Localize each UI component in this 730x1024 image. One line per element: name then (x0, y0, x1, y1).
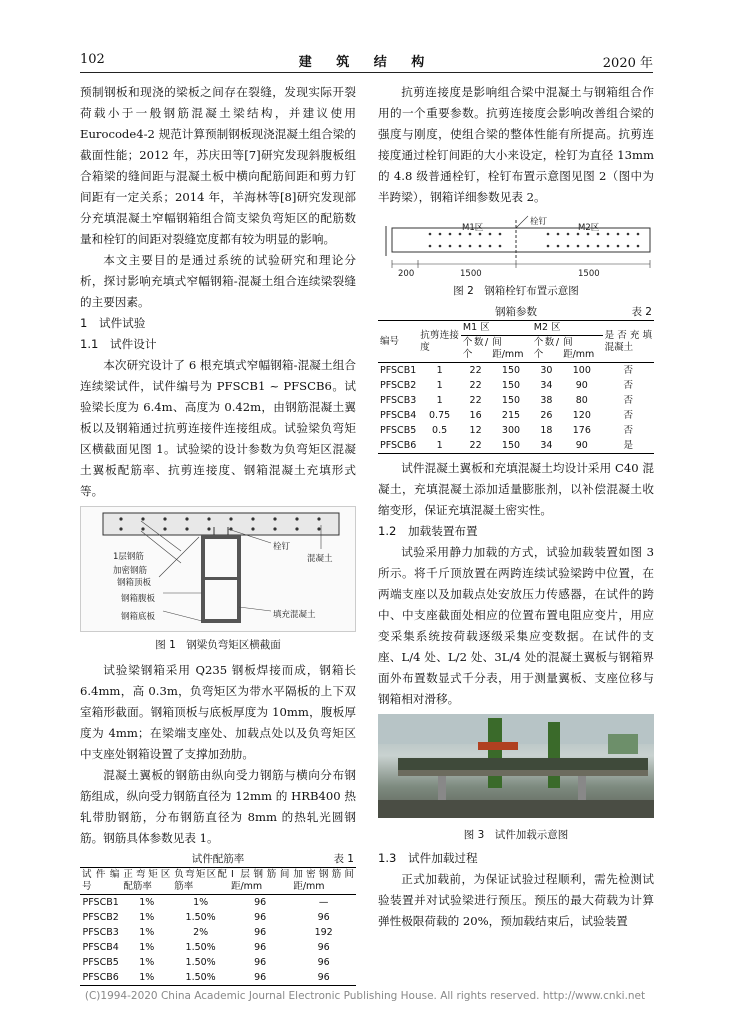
table-header-cell: M1 区 (461, 321, 532, 336)
table-1-number: 表 1 (333, 853, 354, 865)
table-header-cell: 编号 (378, 321, 418, 363)
copyright-footer: (C)1994-2020 China Academic Journal Electronic Publishing House. All rights reserved. http://www.cnki.net (84, 990, 646, 1002)
fig1-label-dense-rebar: 加密钢筋 (113, 566, 148, 576)
table-cell: 1.50% (185, 941, 216, 953)
table-cell: 100 (572, 364, 591, 376)
table-cell: PFSCB5 (380, 424, 417, 436)
section-1-1-heading: 1.1 试件设计 (80, 337, 157, 351)
table-row (378, 378, 654, 393)
table-cell: 是 (603, 438, 654, 454)
table-cell: 1.50% (185, 911, 216, 923)
table-cell: 150 (501, 364, 521, 376)
table-header-cell: 个数/个 (461, 336, 490, 363)
fig1-label-stud: 栓钉 (273, 542, 291, 552)
table-cell: 1 (436, 394, 443, 406)
table-cell: 34 (532, 438, 561, 454)
box-diaphragm (205, 577, 237, 580)
right-column (378, 82, 654, 932)
table-header-cell: I 层钢筋间距/mm (229, 868, 291, 895)
table-cell: 30 (540, 364, 553, 376)
box-web-left (201, 539, 205, 619)
fig2-dim-1500-b: 1500 (578, 269, 600, 279)
table-cell: 1% (121, 970, 172, 986)
table-cell: 否 (623, 424, 634, 436)
left-column (80, 82, 356, 986)
fig1-label-rebar-layer: 1层钢筋 (113, 552, 144, 562)
table-row (378, 393, 654, 408)
table-cell: PFSCB5 (82, 956, 119, 968)
table-1-body (80, 895, 356, 986)
table-cell: 否 (623, 409, 634, 421)
table-cell: 2% (193, 926, 209, 938)
table-cell: 150 (490, 438, 532, 454)
table-row (378, 408, 654, 423)
table-header-cell: 抗剪连接度 (418, 321, 461, 363)
table-1-header (80, 868, 356, 895)
loading-photo-image (378, 714, 654, 818)
table-cell: 192 (314, 926, 333, 938)
table-cell: 1% (193, 896, 209, 908)
table-cell: 12 (469, 424, 482, 436)
table-header-cell: 试件编号 (80, 868, 121, 895)
table-cell: 150 (501, 379, 521, 391)
table-cell: PFSCB3 (82, 926, 119, 938)
table-cell: PFSCB4 (380, 409, 417, 421)
table-row (80, 895, 356, 911)
fig2-dim-1500-a: 1500 (460, 269, 482, 279)
figure-2-stud-layout (378, 212, 654, 279)
table-2-body (378, 363, 654, 454)
table-2-header-row-1 (378, 321, 654, 336)
fig2-label-m1: M1区 (462, 223, 484, 233)
fig2-label-m2: M2区 (578, 223, 600, 233)
page-number: 102 (80, 52, 105, 67)
figure-1-caption: 图 1 钢梁负弯矩区横截面 (155, 639, 281, 651)
concrete-flange (103, 513, 339, 535)
table-cell: 90 (575, 379, 588, 391)
table-header-cell: M2 区 (532, 321, 603, 336)
table-cell: 96 (254, 941, 267, 953)
fig1-label-concrete: 混凝土 (307, 554, 333, 564)
table-cell: 22 (461, 438, 490, 454)
table-cell: 96 (254, 956, 267, 968)
table-cell: 18 (540, 424, 553, 436)
table-row (80, 940, 356, 955)
table-row (378, 438, 654, 454)
table-cell: 80 (575, 394, 588, 406)
shear-paragraph: 抗剪连接度是影响组合梁中混凝土与钢箱组合作用的一个重要参数。抗剪连接度会影响改善组合梁的强度与刚度，使组合梁的整体性能有所提高。抗剪连接度通过栓钉间距的大小来设定，栓钉为直径 13mm 的 4.8 级普通栓钉，栓钉布置示意图见图 2（图中为半跨梁），钢箱详细参数见表 2。 (378, 85, 654, 204)
table-cell: 0.5 (432, 424, 448, 436)
figure-1-cross-section (80, 506, 356, 632)
table-row (378, 363, 654, 379)
section-1-3-heading: 1.3 试件加载过程 (378, 851, 478, 865)
table-cell: 300 (501, 424, 521, 436)
design-paragraph: 本次研究设计了 6 根充填式窄幅钢箱-混凝土组合连续梁试件，试件编号为 PFSCB1 ~ PFSCB6。试验梁长度为 6.4m、高度为 0.42m，由钢筋混凝土翼板以及钢箱通过抗剪连接件连接组成。试验梁负弯矩区横截面见图 1。试验梁的设计参数为负弯矩区混凝土翼板配筋率、抗剪连接度、钢箱混凝土充填形式等。 (80, 358, 356, 498)
fig1-label-web: 钢箱腹板 (121, 594, 156, 604)
section-1-2-heading: 1.2 加载装置布置 (378, 524, 478, 538)
table-cell: — (318, 896, 329, 908)
fig1-label-top-plate: 钢箱顶板 (117, 578, 152, 588)
stud-layout-drawing (378, 212, 654, 274)
journal-title: 建 筑 结 构 (298, 55, 435, 70)
table-cell: 16 (469, 409, 482, 421)
table-cell: 96 (317, 956, 330, 968)
table-cell: 1.50% (185, 956, 216, 968)
concrete-paragraph: 试件混凝土翼板和充填混凝土均设计采用 C40 混凝土，充填混凝土添加适量膨胀剂，以补偿混凝土收缩变形，保证充填混凝土密实性。 (378, 461, 654, 517)
fig1-label-fill-concrete: 填充混凝土 (273, 610, 316, 620)
section-1-heading: 1 试件试验 (80, 316, 146, 330)
table-cell: 否 (623, 394, 634, 406)
table-header-cell: 个数/个 (532, 336, 561, 363)
table-cell: 1% (139, 941, 155, 953)
table-1 (80, 867, 356, 986)
loading-paragraph: 试验采用静力加载的方式，试验加载装置如图 3 所示。将千斤顶放置在两跨连续试验梁跨中位置，在两端支座以及加载点处安放压力传感器，在试件的跨中、中支座截面处相应的位置布置电阻应变片，用应变采集系统按荷载逐级采集应变数据。在试件的支座、L/4 处、L/2 处、3L/4 处的混凝土翼板与钢箱界面外布置数显式千分表，用于测量翼板、支座位移与钢箱相对滑移。 (378, 545, 654, 706)
table-cell: PFSCB2 (380, 379, 417, 391)
table-cell: 34 (540, 379, 553, 391)
figure-2-caption: 图 2 钢箱栓钉布置示意图 (453, 285, 579, 297)
table-2-number: 表 2 (631, 306, 652, 318)
table-cell: 22 (469, 394, 482, 406)
intro-continuation: 预制钢板和现浇的梁板之间存在裂缝，发现实际开裂荷载小于一般钢筋混凝土梁结构，并建议使用Eurocode4-2 规范计算预制钢板现浇混凝土组合梁的截面性能；2012 年，苏庆田等[7]研究发现斜腹板组合箱梁的缝间距与混凝土板中横向配筋间距和剪力钉间距有一定关系；2014 年，羊海林等[8]研究发现部分充填混凝土窄幅钢箱组合简支梁负弯矩区的配筋数量和栓钉的间距对裂缝宽度都有较为明显的影响。 (80, 85, 356, 246)
table-cell: 215 (501, 409, 521, 421)
table-header-cell: 正弯矩区配筋率 (121, 868, 172, 895)
table-row (80, 970, 356, 986)
table-cell: 1.50% (172, 970, 229, 986)
table-cell: 22 (469, 364, 482, 376)
table-cell: 22 (469, 379, 482, 391)
table-cell: 1% (139, 911, 155, 923)
table-row (378, 423, 654, 438)
table-header-cell: 负弯矩区配筋率 (172, 868, 229, 895)
table-cell: 1 (436, 364, 443, 376)
table-header-cell: 加密钢筋间距/mm (291, 868, 356, 895)
running-header (80, 50, 653, 73)
table-cell: 90 (561, 438, 603, 454)
box-bottom-plate (201, 619, 241, 623)
journal-year: 2020 年 (602, 56, 653, 71)
rebar-paragraph: 混凝土翼板的钢筋由纵向受力钢筋与横向分布钢筋组成，纵向受力钢筋直径为 12mm 的 HRB400 热轧带肋钢筋，分布钢筋直径为 8mm 的热轧光圆钢筋。钢筋具体参数见表 1。 (80, 768, 356, 845)
table-cell: 96 (291, 970, 356, 986)
table-cell: 1% (139, 926, 155, 938)
table-cell: 否 (623, 364, 634, 376)
table-row (80, 910, 356, 925)
fig2-label-stud: 栓钉 (530, 217, 548, 227)
table-header-cell: 间距/mm (490, 336, 532, 363)
table-cell: 176 (572, 424, 591, 436)
table-header-cell: 是否充填混凝土 (603, 321, 654, 363)
table-cell: 1% (139, 896, 155, 908)
table-row (80, 955, 356, 970)
table-cell: 1 (436, 379, 443, 391)
table-2-title: 钢箱参数 (495, 306, 537, 318)
table-1-caption (80, 851, 356, 867)
table-cell: 1 (418, 438, 461, 454)
table-cell: 96 (317, 911, 330, 923)
table-2-caption (378, 304, 654, 320)
table-cell: 96 (254, 911, 267, 923)
table-cell: PFSCB3 (380, 394, 417, 406)
table-row (80, 925, 356, 940)
table-cell: 96 (254, 926, 267, 938)
table-cell: 150 (501, 394, 521, 406)
table-cell: 0.75 (429, 409, 451, 421)
aim-paragraph: 本文主要目的是通过系统的试验研究和理论分析，探讨影响充填式窄幅钢箱-混凝土组合连续梁裂缝的主要因素。 (80, 253, 356, 309)
table-1-title: 试件配筋率 (191, 853, 245, 865)
figure-3-loading-photo (378, 714, 654, 818)
table-cell: 120 (572, 409, 591, 421)
table-2 (378, 320, 654, 454)
table-cell: 1% (139, 956, 155, 968)
table-cell: 否 (623, 379, 634, 391)
fig2-dim-200: 200 (398, 269, 415, 279)
table-cell: PFSCB1 (380, 364, 417, 376)
table-cell: 96 (229, 970, 291, 986)
table-cell: 38 (540, 394, 553, 406)
box-top-plate (201, 535, 241, 539)
table-cell: 26 (540, 409, 553, 421)
table-cell: PFSCB1 (82, 896, 119, 908)
table-cell: 96 (317, 941, 330, 953)
table-cell: PFSCB4 (82, 941, 119, 953)
steel-paragraph: 试验梁钢箱采用 Q235 钢板焊接而成，钢箱长 6.4mm，高 0.3m，负弯矩区为带水平隔板的上下双室箱形截面。钢箱顶板与底板厚度为 10mm，腹板厚度为 4mm；在梁端支座处、加载点处以及负弯矩区中支座处钢箱设置了支撑加劲肋。 (80, 663, 356, 761)
table-cell: 96 (254, 896, 267, 908)
process-paragraph: 正式加载前，为保证试验过程顺利，需先检测试验装置并对试验梁进行预压。预压的最大荷载为计算弹性极限荷载的 20%，预加载结束后，试验装置 (378, 872, 654, 928)
table-cell: PFSCB6 (80, 970, 121, 986)
table-cell: PFSCB6 (378, 438, 418, 454)
fig1-label-bottom-plate: 钢箱底板 (121, 612, 156, 622)
figure-3-caption: 图 3 试件加载示意图 (463, 829, 569, 841)
table-cell: PFSCB2 (82, 911, 119, 923)
table-header-cell: 间距/mm (561, 336, 603, 363)
